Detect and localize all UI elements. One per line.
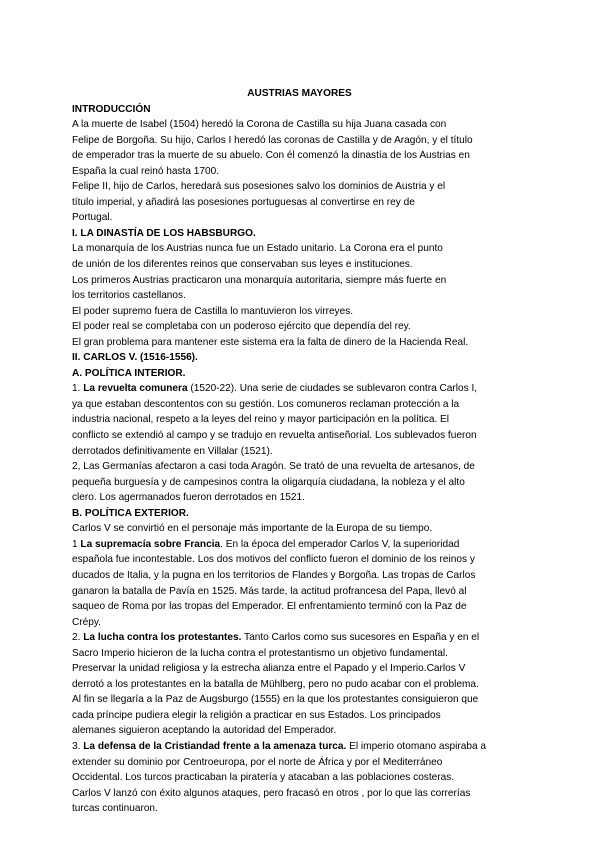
turcos-line: Carlos V lanzó con éxito algunos ataques, pero fracasó en otros , por lo que las correrías bbox=[72, 787, 471, 799]
item-text: . En la época del emperador Carlos V, la superioridad bbox=[220, 538, 460, 550]
document-page bbox=[72, 86, 517, 817]
intro-heading: INTRODUCCIÓN bbox=[72, 103, 151, 115]
comunera-first-line bbox=[72, 381, 517, 397]
section1-heading: I. LA DINASTÍA DE LOS HABSBURGO. bbox=[72, 227, 256, 239]
francia-line: ganaron la batalla de Pavía en 1525. Más tarde, la actitud profrancesa del Papa, llevó al bbox=[72, 585, 467, 597]
turcos-title: La defensa de la Cristiandad frente a la amenaza turca. bbox=[83, 740, 347, 752]
politica-exterior-intro: Carlos V se convirtió en el personaje más importante de la Europa de su tiempo. bbox=[72, 523, 433, 535]
section1-line: Los primeros Austrias practicaron una monarquía autoritaria, siempre más fuerte en bbox=[72, 274, 447, 286]
intro-line: Felipe de Borgoña. Su hijo, Carlos I heredó las coronas de Castilla y de Aragón, y el título bbox=[72, 134, 473, 146]
protestantes-line: alemanes siguieron aceptando la autoridad del Emperador. bbox=[72, 725, 337, 737]
item-prefix: 2. bbox=[72, 632, 84, 644]
item-text: (1520-22). Una serie de ciudades se sublevaron contra Carlos I, bbox=[187, 383, 478, 395]
francia-line: española fue incontestable. Los dos motivos del conflicto fueron el dominio de los reinos y bbox=[72, 554, 475, 566]
intro-line: de emperador tras la muerte de su abuelo. Con él comenzó la dinastía de los Austrias en bbox=[72, 150, 470, 162]
protestantes-line: Al fin se llegaría a la Paz de Augsburgo (1555) en la que los protestantes consiguieron que bbox=[72, 694, 479, 706]
intro-line: Portugal. bbox=[72, 212, 113, 224]
protestantes-first-line bbox=[72, 630, 517, 646]
section1-line: El gran problema para mantener este sistema era la falta de dinero de la Hacienda Real. bbox=[72, 336, 469, 348]
section1-line: La monarquía de los Austrias nunca fue un Estado unitario. La Corona era el punto bbox=[72, 243, 443, 255]
intro-line: España la cual reinó hasta 1700. bbox=[72, 165, 220, 177]
protestantes-line: derrotó a los protestantes en la batalla de Mühlberg, pero no pudo acabar con el problema. bbox=[72, 678, 479, 690]
germanias-line: pequeña burguesía y de campesinos contra la oligarquía ciudadana, la nobleza y el alto bbox=[72, 476, 465, 488]
germanias-line: 2, Las Germanías afectaron a casi toda Aragón. Se trató de una revuelta de artesanos, de bbox=[72, 461, 475, 473]
section2-heading: II. CARLOS V. (1516-1556). bbox=[72, 352, 198, 364]
section1-line: de unión de los diferentes reinos que conservaban sus leyes e instituciones. bbox=[72, 259, 413, 271]
item-prefix: 1 bbox=[72, 538, 81, 550]
item-text: Tanto Carlos como sus sucesores en España y en el bbox=[241, 632, 480, 644]
politica-exterior-heading: B. POLÍTICA EXTERIOR. bbox=[72, 507, 189, 519]
francia-line: ducados de Italia, y la pugna en los territorios de Flandes y Borgoña. Las tropas de Carlos bbox=[72, 569, 476, 581]
francia-line: Crépy. bbox=[72, 616, 101, 628]
intro-line: Felipe II, hijo de Carlos, heredará sus posesiones salvo los dominios de Austria y el bbox=[72, 181, 446, 193]
protestantes-line: Sacro Imperio hicieron de la lucha contra el protestantismo un objetivo fundamental. bbox=[72, 647, 448, 659]
comunera-line: industria nacional, respeto a la leyes del reino y mayor participación en la política. El bbox=[72, 414, 450, 426]
turcos-line: extender su dominio por Centroeuropa, por el norte de África y por el Mediterráneo bbox=[72, 756, 443, 768]
section1-line: los territorios castellanos. bbox=[72, 290, 186, 302]
francia-first-line bbox=[72, 537, 517, 553]
germanias-line: clero. Los agermanados fueron derrotados en 1521. bbox=[72, 492, 305, 504]
politica-interior-heading: A. POLÍTICA INTERIOR. bbox=[72, 367, 186, 379]
intro-line: título imperial, y añadirá las posesiones portuguesas al convertirse en rey de bbox=[72, 196, 415, 208]
document-title: AUSTRIAS MAYORES bbox=[247, 88, 352, 99]
section1-line: El poder supremo fuera de Castilla lo mantuvieron los virreyes. bbox=[72, 305, 354, 317]
francia-title: La supremacía sobre Francia bbox=[80, 538, 221, 550]
comunera-line: ya que estaban descontentos con su gestión. Los comuneros reclaman protección a la bbox=[72, 398, 460, 410]
protestantes-title: La lucha contra los protestantes. bbox=[83, 632, 242, 644]
turcos-line: turcas continuaron. bbox=[72, 803, 158, 815]
comunera-line: conflicto se extendió al campo y se tradujo en revuelta antiseñorial. Los sublevados fueron bbox=[72, 430, 477, 442]
intro-line: A la muerte de Isabel (1504) heredó la Corona de Castilla su hija Juana casada con bbox=[72, 119, 447, 131]
item-prefix: 3. bbox=[72, 740, 84, 752]
section1-line: El poder real se completaba con un poderoso ejército que dependía del rey. bbox=[72, 321, 411, 333]
item-text: El imperio otomano aspiraba a bbox=[346, 740, 487, 752]
comunera-line: derrotados definitivamente en Villalar (1521). bbox=[72, 445, 273, 457]
item-prefix: 1. bbox=[72, 383, 84, 395]
comunera-title: La revuelta comunera bbox=[83, 383, 188, 395]
protestantes-line: Preservar la unidad religiosa y la estrecha alianza entre el Papado y el Imperio.Carlos V bbox=[72, 663, 466, 675]
turcos-first-line bbox=[72, 739, 517, 755]
turcos-line: Occidental. Los turcos practicaban la piratería y atacaban a las poblaciones costeras. bbox=[72, 772, 455, 784]
francia-line: saqueo de Roma por las tropas del Emperador. El enfrentamiento terminó con la Paz de bbox=[72, 601, 467, 613]
protestantes-line: cada príncipe pudiera elegir la religión a practicar en sus Estados. Los principados bbox=[72, 709, 441, 721]
